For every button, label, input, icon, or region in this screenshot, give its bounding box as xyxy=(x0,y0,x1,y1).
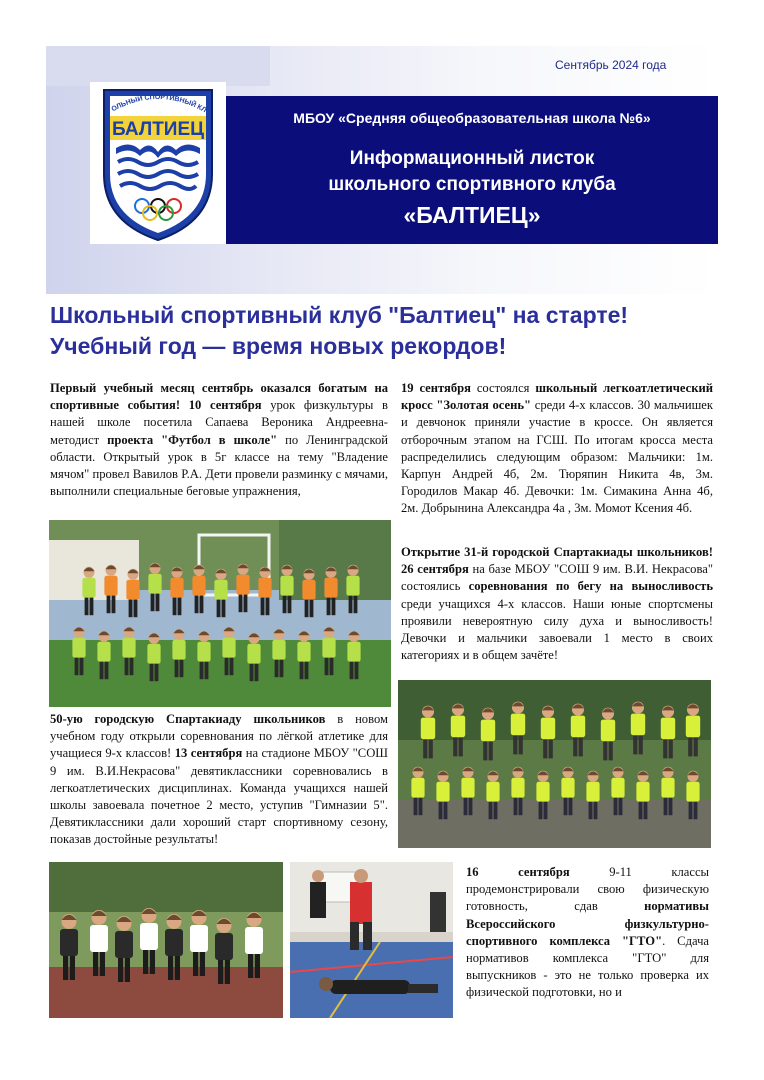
article-text: среди 4-х классов. 30 мальчишек и девчонок приняли участие в кроссе. Он является отборочным этапом на ГСШ. По итогам кросса места распределились следующим образом: Мальчики: 1м. Карпун Андрей 4б, 2м. Тюряпин Никита 4в, 3м. Городилов Макар 4б. Девочки: 1м. Симакина Анна 4б, 2м. Добрынина Александра 4а , 3м. Момот Ксения 4б. xyxy=(401,398,713,516)
article-date: 13 сентября xyxy=(174,746,243,761)
svg-text:БАЛТИЕЦ: БАЛТИЕЦ xyxy=(111,119,205,140)
photo-gto-gym xyxy=(290,862,453,1018)
club-logo xyxy=(90,82,226,244)
school-name: МБОУ «Средняя общеобразовательная школа №6» xyxy=(293,110,651,126)
issue-date: Сентябрь 2024 года xyxy=(555,58,667,72)
article-highlight: проекта "Футбол в школе" xyxy=(107,432,278,447)
article-athletics-9th-grade xyxy=(50,711,388,849)
article-gto-norms xyxy=(466,864,709,1002)
club-name-title: «БАЛТИЕЦ» xyxy=(403,202,541,228)
article-highlight: школьный легкоатлетический кросс "Золотая осень" xyxy=(401,381,714,413)
article-text: 9-11 классы продемонстрировали свою физическую готовность, сдав xyxy=(466,865,709,914)
photo-football-lesson xyxy=(49,520,391,707)
title-banner xyxy=(226,96,718,244)
club-emblem-icon xyxy=(90,82,226,244)
article-text: среди учащихся 4-х классов. Наши юные спортсмены проявили невероятную силу духа и выносливость! Девочки и мальчики завоевали 1 место в своих категориях и в общем зачёте! xyxy=(401,596,713,663)
article-lead: 50-ую городскую Спартакиаду школьников xyxy=(50,712,326,726)
svg-text:ШКОЛЬНЫЙ СПОРТИВНЫЙ КЛУБ: ОЛЬНЫЙ СПОРТИВНЫЙ КЛ xyxy=(110,93,208,115)
article-golden-autumn-cross xyxy=(401,380,713,518)
article-date: 19 сентября xyxy=(401,381,471,395)
header-accent-square xyxy=(46,46,270,86)
article-text: на базе МБОУ "СОШ 9 им. В.И. Некрасова" состоялись xyxy=(401,562,713,594)
article-spartakiad-opening xyxy=(401,544,713,664)
article-text: состоялся xyxy=(470,381,536,395)
headline-line-1: Школьный спортивный клуб "Балтиец" на старте! xyxy=(50,302,629,328)
photo-athletics-runners xyxy=(49,862,283,1018)
article-text: . Сдача нормативов комплекса "ГТО" для выпускников - это не только проверка их физической подготовки, но и xyxy=(466,933,709,1000)
article-lead: Первый учебный месяц сентябрь оказался богатым на спортивные события! 10 сентября xyxy=(50,381,388,413)
article-text: урок физкультуры в нашей школе посетила Сапаева Вероника Андреевна-методист xyxy=(50,398,388,447)
article-text: на стадионе МБОУ "СОШ 9 им. В.И.Некрасова" девятиклассники соревновались в легкоатлетических дисциплинах. Команда учащихся нашей школы завоевала почетное 2 место, уступив "Гимназии 5". Девятиклассники дали хороший старт спортивному сезону, показав достойные результаты! xyxy=(50,746,388,847)
photo-endurance-run-team xyxy=(398,680,711,848)
article-lead: Открытие 31-й городской Спартакиады школьников! 26 сентября xyxy=(401,545,713,577)
article-date: 16 сентября xyxy=(466,865,570,879)
article-text: по Ленинградской области. Открытый урок в 5г классе на тему "Владение мячом" провел Вавилов Р.А. Дети провели разминку с мячами, выполнили специальные беговые упражнения, xyxy=(50,432,388,499)
article-highlight: нормативы Всероссийского физкультурно-спортивного комплекса "ГТО" xyxy=(466,899,709,948)
article-text: в новом учебном году открыли соревнования по лёгкой атлетике для учащиеся 9-х классов! xyxy=(50,712,388,761)
article-football-lesson xyxy=(50,380,388,500)
headline-line-2: Учебный год — время новых рекордов! xyxy=(50,333,507,359)
title-line-2: школьного спортивного клуба xyxy=(328,174,616,195)
title-line-1: Информационный листок xyxy=(349,148,595,169)
article-highlight: соревнования по бегу на выносливость xyxy=(468,579,713,594)
main-headline xyxy=(50,300,730,362)
